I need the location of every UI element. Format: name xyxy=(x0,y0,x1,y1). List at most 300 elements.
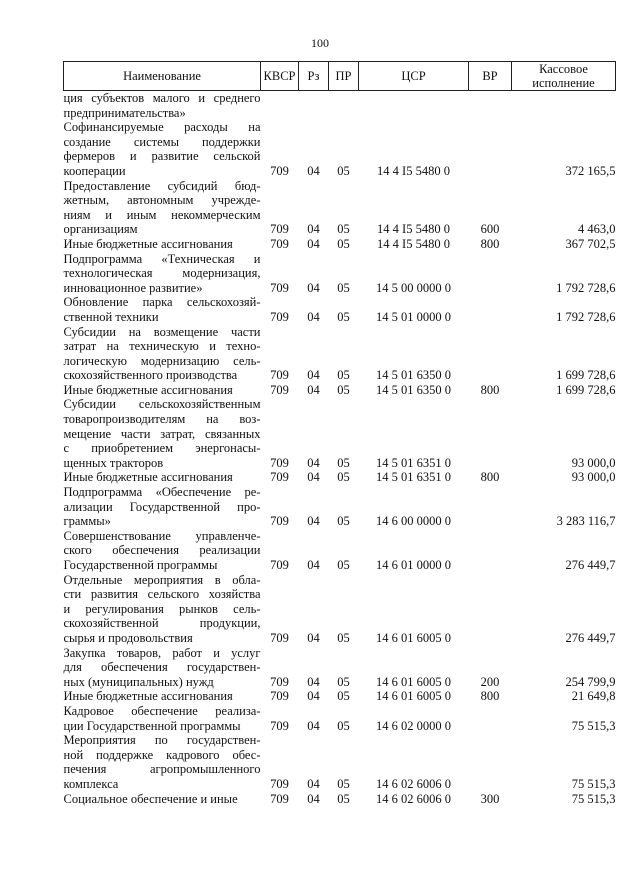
row-vr: 600 xyxy=(480,222,500,237)
row-name-line: затрат на техническую и техно- xyxy=(63,339,261,354)
row-kvsr: 709 xyxy=(270,776,289,791)
table-row xyxy=(64,485,616,500)
row-amount xyxy=(512,733,616,748)
row-rz xyxy=(299,252,329,267)
row-amount: 1 699 728,6 xyxy=(556,368,616,383)
row-csr xyxy=(359,441,469,456)
row-pr xyxy=(329,762,359,777)
table-row xyxy=(64,529,616,544)
row-pr xyxy=(329,193,359,208)
row-vr: 800 xyxy=(480,470,500,485)
row-kvsr: 709 xyxy=(270,309,289,324)
row-vr xyxy=(469,529,512,544)
row-pr xyxy=(329,397,359,412)
row-amount xyxy=(512,325,616,340)
row-pr: 05 xyxy=(337,382,350,397)
table-row xyxy=(64,646,616,661)
table-row-continuation xyxy=(64,631,616,646)
table-row-continuation xyxy=(64,777,616,792)
row-rz: 04 xyxy=(307,689,320,704)
row-rz: 04 xyxy=(307,514,320,529)
row-vr xyxy=(469,120,512,135)
table-row xyxy=(64,237,616,252)
row-pr xyxy=(329,485,359,500)
row-kvsr xyxy=(261,616,299,631)
header-rz: Рз xyxy=(299,62,329,91)
row-name-line: Софинансируемые расходы на xyxy=(63,120,261,135)
row-kvsr: 709 xyxy=(270,630,289,645)
row-vr xyxy=(469,543,512,558)
row-amount xyxy=(512,441,616,456)
row-csr xyxy=(359,106,469,121)
row-vr xyxy=(469,325,512,340)
row-rz: 04 xyxy=(307,718,320,733)
row-pr xyxy=(329,427,359,442)
row-amount xyxy=(512,149,616,164)
row-pr xyxy=(329,748,359,763)
table-row-continuation xyxy=(64,281,616,296)
header-pr: ПР xyxy=(329,62,359,91)
row-amount xyxy=(512,91,616,106)
row-kvsr xyxy=(261,149,299,164)
row-pr xyxy=(329,339,359,354)
table-row-continuation xyxy=(64,514,616,529)
row-vr xyxy=(469,704,512,719)
row-csr xyxy=(359,587,469,602)
row-amount xyxy=(512,573,616,588)
table-row-continuation xyxy=(64,368,616,383)
row-csr xyxy=(359,733,469,748)
row-kvsr xyxy=(261,354,299,369)
row-rz: 04 xyxy=(307,163,320,178)
table-row xyxy=(64,179,616,194)
row-csr: 14 5 00 0000 0 xyxy=(376,280,451,295)
row-name-line: Подпрограмма «Техническая и xyxy=(63,251,261,266)
row-vr: 800 xyxy=(480,236,500,251)
row-rz xyxy=(299,325,329,340)
row-csr: 14 6 01 6005 0 xyxy=(376,689,451,704)
row-amount xyxy=(512,339,616,354)
row-csr: 14 5 01 6351 0 xyxy=(376,455,451,470)
row-vr xyxy=(469,310,512,325)
row-name-line: ственной техники xyxy=(63,309,159,324)
row-kvsr: 709 xyxy=(270,222,289,237)
row-rz: 04 xyxy=(307,236,320,251)
row-csr: 14 5 01 0000 0 xyxy=(376,309,451,324)
table-row xyxy=(64,470,616,485)
row-kvsr xyxy=(261,646,299,661)
row-vr xyxy=(469,441,512,456)
row-pr: 05 xyxy=(337,455,350,470)
table-row-continuation xyxy=(64,193,616,208)
row-rz: 04 xyxy=(307,455,320,470)
row-pr: 05 xyxy=(337,222,350,237)
row-kvsr xyxy=(261,106,299,121)
row-vr xyxy=(469,339,512,354)
row-vr xyxy=(469,179,512,194)
row-amount xyxy=(512,748,616,763)
table-row-continuation xyxy=(64,164,616,179)
row-name-line: Совершенствование управленче- xyxy=(63,528,261,543)
row-csr xyxy=(359,397,469,412)
row-name-line: скохозяйственного производства xyxy=(63,368,238,383)
row-amount: 75 515,3 xyxy=(571,776,616,791)
row-name-line: создание системы поддержки xyxy=(63,134,261,149)
row-kvsr xyxy=(261,427,299,442)
row-pr: 05 xyxy=(337,674,350,689)
row-vr xyxy=(469,733,512,748)
table-row-continuation xyxy=(64,222,616,237)
row-pr: 05 xyxy=(337,309,350,324)
row-vr xyxy=(469,485,512,500)
row-kvsr xyxy=(261,573,299,588)
table-row xyxy=(64,325,616,340)
row-kvsr: 709 xyxy=(270,718,289,733)
row-csr: 14 6 01 0000 0 xyxy=(376,558,451,572)
row-name-line: Кадровое обеспечение реализа- xyxy=(63,703,261,718)
table-row-continuation xyxy=(64,748,616,763)
page-number: 100 xyxy=(311,36,329,50)
table-row-continuation xyxy=(64,149,616,164)
row-kvsr xyxy=(261,208,299,223)
row-vr xyxy=(469,558,512,573)
row-vr xyxy=(469,616,512,631)
row-kvsr xyxy=(261,660,299,675)
row-amount xyxy=(512,120,616,135)
row-csr xyxy=(359,602,469,617)
row-kvsr xyxy=(261,762,299,777)
row-name-line: Иные бюджетные ассигнования xyxy=(63,382,233,397)
row-kvsr xyxy=(261,339,299,354)
row-vr xyxy=(469,777,512,792)
table-row-continuation xyxy=(64,427,616,442)
row-kvsr xyxy=(261,135,299,150)
row-pr: 05 xyxy=(337,368,350,383)
row-name-line: скохозяйственной продукции, xyxy=(63,616,261,631)
row-rz xyxy=(299,339,329,354)
row-csr: 14 6 01 6005 0 xyxy=(376,674,451,689)
row-rz xyxy=(299,295,329,310)
row-vr xyxy=(469,252,512,267)
row-csr: 14 4 I5 5480 0 xyxy=(377,163,450,178)
row-amount: 4 463,0 xyxy=(578,222,616,237)
row-pr xyxy=(329,208,359,223)
row-amount xyxy=(512,179,616,194)
row-kvsr: 709 xyxy=(270,368,289,383)
row-vr xyxy=(469,514,512,529)
row-name-line: Иные бюджетные ассигнования xyxy=(63,470,233,485)
row-vr xyxy=(469,412,512,427)
row-pr: 05 xyxy=(337,514,350,529)
row-amount xyxy=(512,354,616,369)
row-kvsr xyxy=(261,120,299,135)
row-csr: 14 6 01 6005 0 xyxy=(376,630,451,645)
table-row-continuation xyxy=(64,310,616,325)
row-csr xyxy=(359,266,469,281)
row-name-line: ниям и иным некоммерческим xyxy=(63,207,261,222)
row-rz xyxy=(299,529,329,544)
row-csr: 14 6 02 6006 0 xyxy=(376,776,451,791)
header-kvsr: КВСР xyxy=(261,62,299,91)
row-kvsr: 709 xyxy=(270,689,289,704)
table-row xyxy=(64,295,616,310)
row-rz xyxy=(299,616,329,631)
row-rz: 04 xyxy=(307,776,320,791)
row-csr: 14 6 02 6006 0 xyxy=(376,791,451,806)
row-kvsr xyxy=(261,543,299,558)
row-pr xyxy=(329,529,359,544)
row-csr xyxy=(359,179,469,194)
row-kvsr: 709 xyxy=(270,470,289,485)
row-name-line: организациям xyxy=(63,222,138,237)
row-kvsr xyxy=(261,179,299,194)
row-kvsr xyxy=(261,704,299,719)
row-pr xyxy=(329,179,359,194)
row-rz: 04 xyxy=(307,674,320,689)
row-pr xyxy=(329,616,359,631)
row-rz xyxy=(299,179,329,194)
row-rz xyxy=(299,427,329,442)
row-rz xyxy=(299,397,329,412)
row-rz xyxy=(299,500,329,515)
row-kvsr xyxy=(261,397,299,412)
row-name-line: жетным, автономным учрежде- xyxy=(63,193,261,208)
row-vr xyxy=(469,660,512,675)
row-rz xyxy=(299,660,329,675)
row-kvsr: 709 xyxy=(270,514,289,529)
table-row-continuation xyxy=(64,602,616,617)
table-row xyxy=(64,792,616,807)
row-rz xyxy=(299,266,329,281)
row-rz xyxy=(299,120,329,135)
row-amount: 367 702,5 xyxy=(565,236,616,251)
row-kvsr xyxy=(261,325,299,340)
row-csr xyxy=(359,616,469,631)
row-rz: 04 xyxy=(307,791,320,806)
row-csr xyxy=(359,646,469,661)
row-rz: 04 xyxy=(307,222,320,237)
row-name-line: ализации Государственной про- xyxy=(63,499,261,514)
header-cash: Кассовое исполнение xyxy=(512,62,616,91)
row-rz xyxy=(299,208,329,223)
row-kvsr: 709 xyxy=(270,455,289,470)
row-pr xyxy=(329,325,359,340)
row-name-line: фермеров и развитие сельской xyxy=(63,149,261,164)
row-name-line: граммы» xyxy=(63,514,111,529)
row-name-line: мещение части затрат, связанных xyxy=(63,426,261,441)
row-amount xyxy=(512,616,616,631)
row-amount xyxy=(512,704,616,719)
row-rz xyxy=(299,748,329,763)
row-amount xyxy=(512,266,616,281)
row-csr xyxy=(359,762,469,777)
row-name-line: и регулирования рынков сель- xyxy=(63,601,261,616)
row-amount: 21 649,8 xyxy=(571,689,616,704)
table-row-continuation xyxy=(64,354,616,369)
row-amount: 276 449,7 xyxy=(565,558,616,572)
row-pr xyxy=(329,602,359,617)
row-amount: 1 792 728,6 xyxy=(556,280,616,295)
row-vr xyxy=(469,135,512,150)
row-csr xyxy=(359,573,469,588)
table-header xyxy=(64,62,616,91)
row-name-line: печения агропромышленного xyxy=(63,762,261,777)
row-pr: 05 xyxy=(337,630,350,645)
row-rz xyxy=(299,91,329,106)
row-name-line: для обеспечения государствен- xyxy=(63,660,261,675)
row-pr xyxy=(329,573,359,588)
row-name-line: кооперации xyxy=(63,163,126,178)
row-csr xyxy=(359,485,469,500)
row-amount: 75 515,3 xyxy=(571,791,616,806)
row-csr: 14 5 01 6350 0 xyxy=(376,368,451,383)
table-row-continuation xyxy=(64,412,616,427)
row-rz xyxy=(299,135,329,150)
header-csr: ЦСР xyxy=(359,62,469,91)
row-pr xyxy=(329,704,359,719)
row-vr xyxy=(469,149,512,164)
row-name-line: Государственной программы xyxy=(63,558,218,572)
row-csr xyxy=(359,543,469,558)
table-row-continuation xyxy=(64,762,616,777)
row-vr xyxy=(469,456,512,471)
table-row-continuation xyxy=(64,500,616,515)
table-row-continuation xyxy=(64,135,616,150)
row-rz xyxy=(299,149,329,164)
row-vr xyxy=(469,295,512,310)
row-amount xyxy=(512,295,616,310)
header-vr: ВР xyxy=(469,62,512,91)
row-rz: 04 xyxy=(307,558,320,572)
row-rz: 04 xyxy=(307,470,320,485)
row-kvsr: 709 xyxy=(270,280,289,295)
row-kvsr xyxy=(261,748,299,763)
row-vr: 800 xyxy=(480,382,500,397)
row-amount: 276 449,7 xyxy=(565,630,616,645)
row-name-line: Иные бюджетные ассигнования xyxy=(63,689,233,704)
row-amount xyxy=(512,208,616,223)
row-amount: 372 165,5 xyxy=(565,163,616,178)
row-vr xyxy=(469,748,512,763)
row-name-line: щенных тракторов xyxy=(63,455,164,470)
row-vr xyxy=(469,354,512,369)
row-rz xyxy=(299,602,329,617)
row-csr: 14 5 01 6350 0 xyxy=(376,382,451,397)
row-amount: 3 283 116,7 xyxy=(556,514,616,529)
row-csr xyxy=(359,91,469,106)
row-pr xyxy=(329,295,359,310)
row-rz xyxy=(299,441,329,456)
row-kvsr: 709 xyxy=(270,236,289,251)
table-row-continuation xyxy=(64,106,616,121)
row-vr: 300 xyxy=(480,791,500,806)
row-vr xyxy=(469,106,512,121)
row-pr xyxy=(329,500,359,515)
row-amount xyxy=(512,252,616,267)
row-kvsr xyxy=(261,500,299,515)
table-row xyxy=(64,91,616,106)
row-amount: 1 792 728,6 xyxy=(556,309,616,324)
row-kvsr xyxy=(261,485,299,500)
row-rz xyxy=(299,543,329,558)
table-row-continuation xyxy=(64,208,616,223)
row-amount xyxy=(512,397,616,412)
row-rz: 04 xyxy=(307,368,320,383)
row-pr: 05 xyxy=(337,236,350,251)
row-csr xyxy=(359,295,469,310)
row-vr xyxy=(469,427,512,442)
row-csr xyxy=(359,412,469,427)
row-amount: 93 000,0 xyxy=(571,455,616,470)
row-name-line: логическую модернизацию сель- xyxy=(63,353,261,368)
row-name-line: Закупка товаров, работ и услуг xyxy=(63,645,261,660)
row-rz xyxy=(299,704,329,719)
row-amount xyxy=(512,193,616,208)
row-amount xyxy=(512,587,616,602)
row-pr xyxy=(329,660,359,675)
row-rz xyxy=(299,485,329,500)
row-vr: 800 xyxy=(480,689,500,704)
row-rz xyxy=(299,412,329,427)
row-kvsr xyxy=(261,441,299,456)
row-csr xyxy=(359,149,469,164)
row-amount xyxy=(512,762,616,777)
row-vr xyxy=(469,266,512,281)
table-row-continuation xyxy=(64,660,616,675)
row-amount xyxy=(512,485,616,500)
row-name-line: комплекса xyxy=(63,776,119,791)
row-pr xyxy=(329,120,359,135)
row-name-line: Субсидии сельскохозяйственным xyxy=(63,397,261,412)
row-vr xyxy=(469,719,512,734)
row-pr xyxy=(329,543,359,558)
row-pr: 05 xyxy=(337,558,350,572)
row-csr xyxy=(359,325,469,340)
row-amount xyxy=(512,646,616,661)
row-rz xyxy=(299,354,329,369)
row-amount xyxy=(512,500,616,515)
row-pr xyxy=(329,149,359,164)
row-name-line: инновационное развитие» xyxy=(63,280,203,295)
row-kvsr: 709 xyxy=(270,382,289,397)
row-vr xyxy=(469,281,512,296)
row-vr xyxy=(469,587,512,602)
table-row-continuation xyxy=(64,616,616,631)
row-kvsr: 709 xyxy=(270,558,289,572)
row-name-line: ция субъектов малого и среднего xyxy=(63,91,261,105)
row-kvsr xyxy=(261,529,299,544)
row-csr xyxy=(359,704,469,719)
table-row-continuation xyxy=(64,441,616,456)
table-row-continuation xyxy=(64,266,616,281)
row-name-line: Иные бюджетные ассигнования xyxy=(63,236,233,251)
row-csr: 14 4 I5 5480 0 xyxy=(377,222,450,237)
row-vr xyxy=(469,193,512,208)
row-amount: 254 799,9 xyxy=(565,674,616,689)
row-name-line: товаропроизводителям на воз- xyxy=(63,412,261,427)
row-name-line: Мероприятия по государствен- xyxy=(63,733,261,748)
row-kvsr xyxy=(261,587,299,602)
table-row xyxy=(64,397,616,412)
row-pr: 05 xyxy=(337,791,350,806)
row-csr xyxy=(359,427,469,442)
row-pr xyxy=(329,587,359,602)
header-name: Наименование xyxy=(64,62,261,91)
table-row-continuation xyxy=(64,587,616,602)
row-kvsr xyxy=(261,412,299,427)
row-pr: 05 xyxy=(337,470,350,485)
row-kvsr xyxy=(261,91,299,106)
